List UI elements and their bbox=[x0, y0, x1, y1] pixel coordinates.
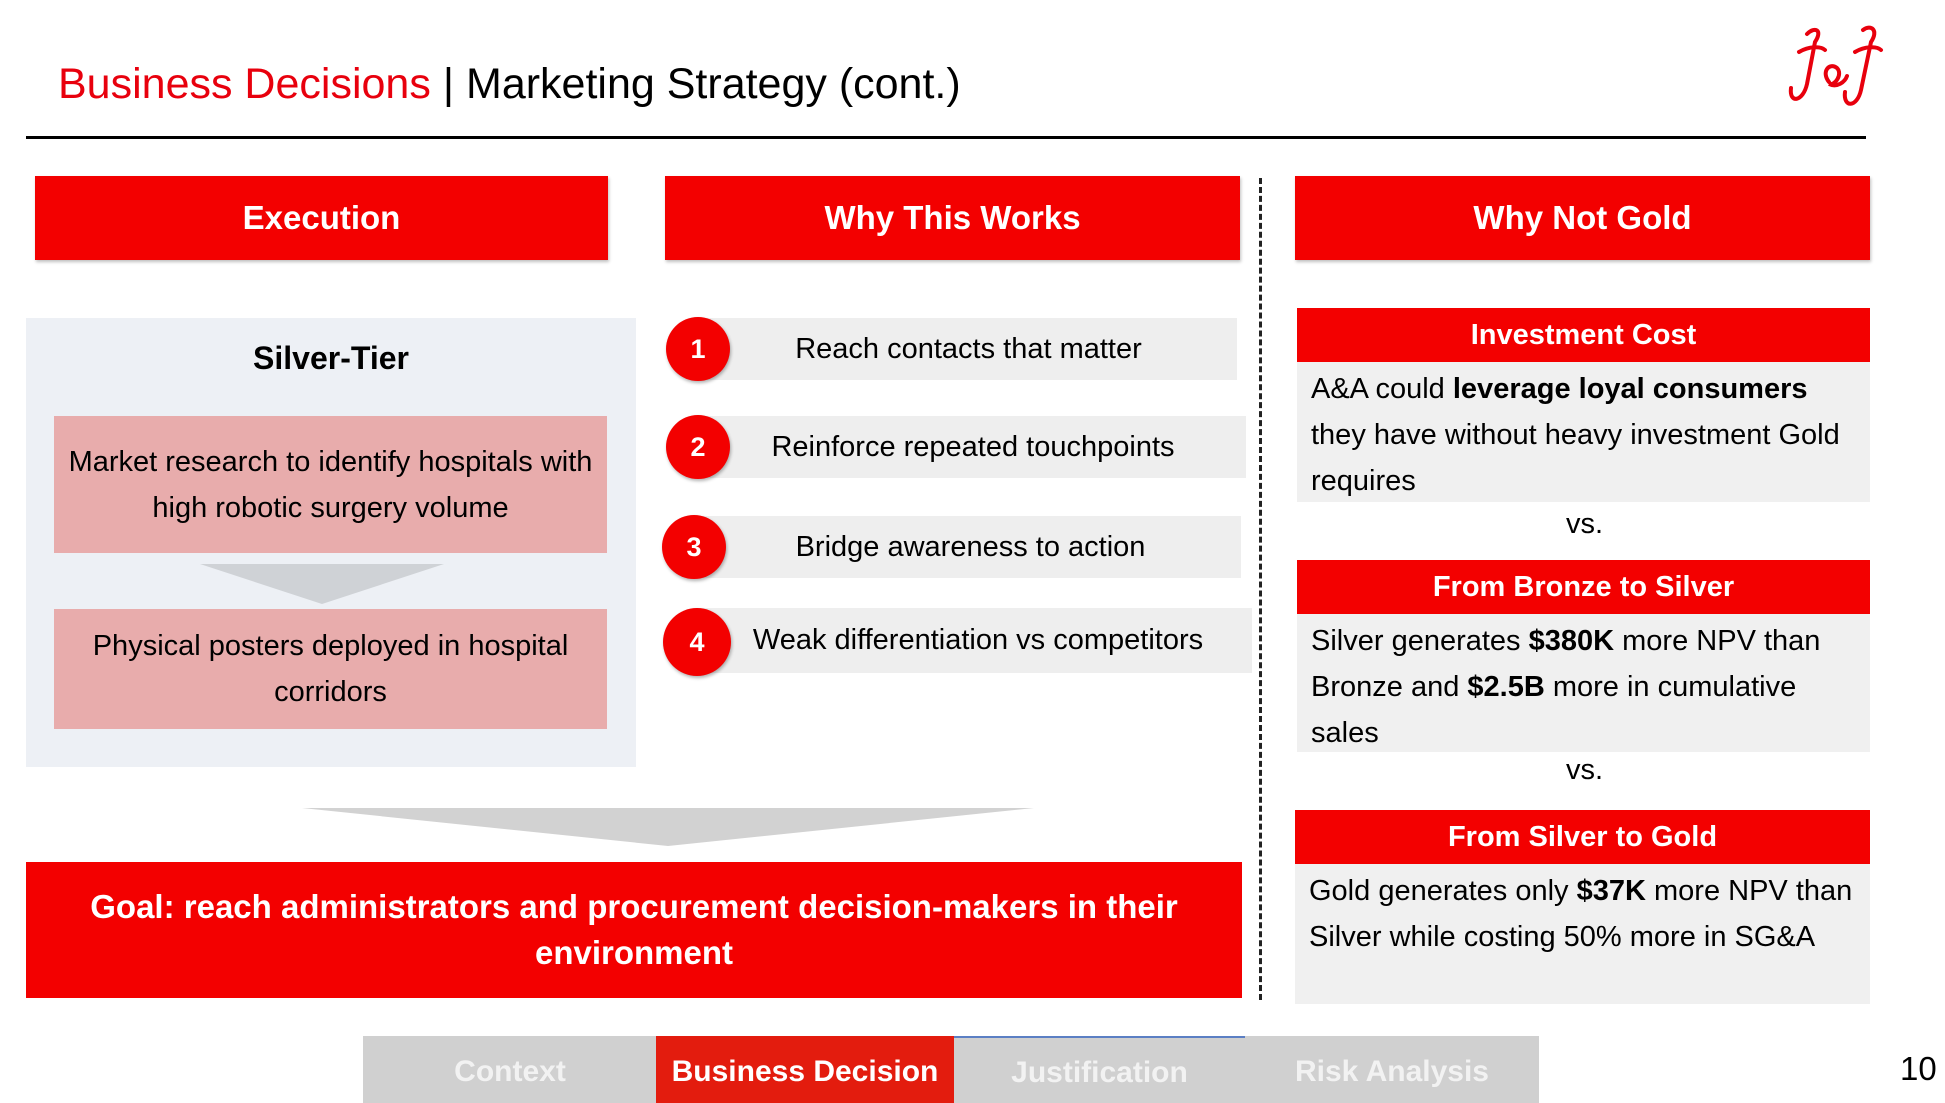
silver-gold-body bbox=[1295, 864, 1870, 1004]
bronze-silver-body bbox=[1297, 614, 1870, 752]
page-title bbox=[58, 60, 961, 109]
why-item-4 bbox=[700, 608, 1252, 673]
silver-tier-title: Silver-Tier bbox=[253, 340, 409, 376]
why-item-text: Bridge awareness to action bbox=[795, 530, 1146, 563]
body-text: more NPV than Bronze and bbox=[1311, 625, 1821, 703]
title-main: Marketing Strategy (cont.) bbox=[466, 60, 961, 108]
body-bold: $37K bbox=[1576, 875, 1646, 907]
body-bold: leverage loyal consumers bbox=[1452, 373, 1808, 405]
why-works-header: Why This Works bbox=[665, 176, 1240, 260]
body-text: Gold generates only bbox=[1309, 875, 1577, 907]
why-item-2 bbox=[700, 416, 1246, 478]
body-text: Silver generates bbox=[1311, 625, 1529, 657]
market-research-step: Market research to identify hospitals with high robotic surgery volume bbox=[54, 416, 607, 553]
bronze-silver-heading: From Bronze to Silver bbox=[1297, 560, 1870, 614]
execution-header: Execution bbox=[35, 176, 608, 260]
vs-label: vs. bbox=[1565, 508, 1604, 540]
why-item-text: Reinforce repeated touchpoints bbox=[771, 430, 1175, 463]
goal-banner: Goal: reach administrators and procurement decision-makers in their environment bbox=[26, 862, 1242, 998]
number-badge-3: 3 bbox=[662, 515, 726, 579]
posters-step: Physical posters deployed in hospital corridors bbox=[54, 609, 607, 729]
nav-tab-justification[interactable]: Justification bbox=[954, 1036, 1245, 1103]
why-item-1 bbox=[700, 318, 1237, 380]
body-text: they have without heavy investment Gold requires bbox=[1311, 419, 1840, 497]
number-badge-4: 4 bbox=[663, 608, 731, 676]
column-divider bbox=[1259, 178, 1262, 1000]
why-not-gold-header: Why Not Gold bbox=[1295, 176, 1870, 260]
body-text: more NPV than Silver while costing 50% more in SG&A bbox=[1309, 875, 1853, 953]
why-item-text: Weak differentiation vs competitors bbox=[752, 624, 1204, 656]
nav-tab-business-decision[interactable]: Business Decision bbox=[656, 1036, 954, 1103]
nav-tab-context[interactable]: Context bbox=[363, 1036, 657, 1103]
why-item-text: Reach contacts that matter bbox=[795, 332, 1142, 365]
number-badge-2: 2 bbox=[666, 415, 730, 479]
silver-tier-panel bbox=[26, 318, 636, 767]
silver-gold-heading: From Silver to Gold bbox=[1295, 810, 1870, 864]
title-section: Business Decisions bbox=[58, 60, 431, 108]
title-separator: | bbox=[442, 60, 454, 108]
page-number: 10 bbox=[1900, 1050, 1937, 1087]
why-item-3 bbox=[700, 516, 1241, 578]
vs-label: vs. bbox=[1565, 754, 1604, 786]
jnj-logo-icon bbox=[1785, 22, 1885, 112]
body-text: A&A could bbox=[1311, 373, 1453, 405]
investment-cost-body bbox=[1297, 362, 1870, 502]
down-arrow-icon bbox=[200, 564, 444, 604]
header-rule bbox=[26, 136, 1866, 139]
body-bold: $380K bbox=[1528, 625, 1615, 657]
number-badge-1: 1 bbox=[666, 317, 730, 381]
body-text: more in cumulative sales bbox=[1311, 671, 1797, 749]
nav-tab-risk-analysis[interactable]: Risk Analysis bbox=[1245, 1036, 1539, 1103]
goal-arrow-icon bbox=[302, 808, 1034, 846]
body-bold: $2.5B bbox=[1467, 671, 1545, 703]
investment-cost-heading: Investment Cost bbox=[1297, 308, 1870, 362]
